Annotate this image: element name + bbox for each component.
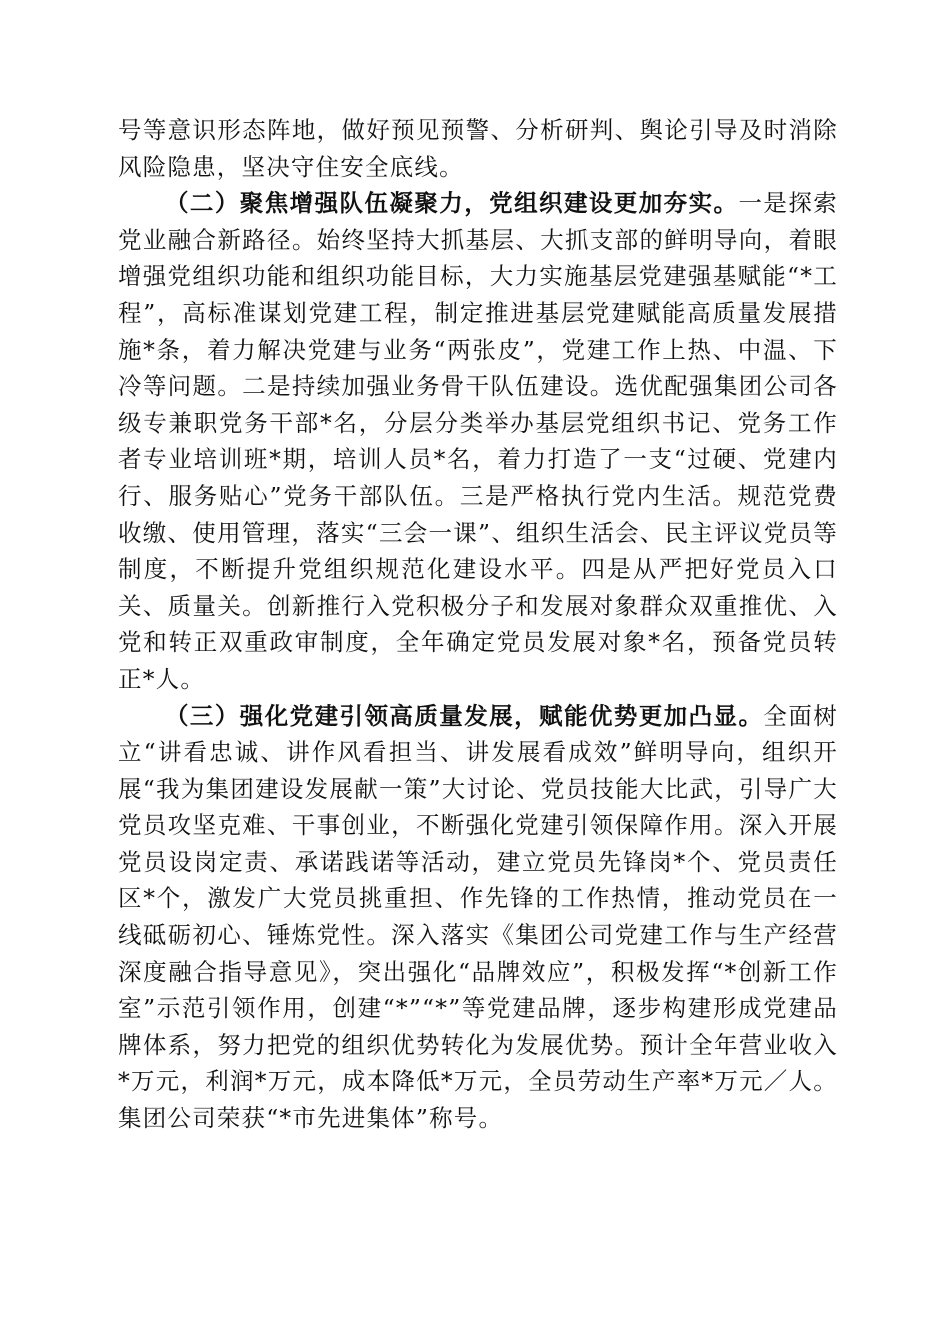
document-page	[118, 112, 838, 1137]
paragraph-section-two	[118, 185, 838, 697]
section-heading-two: （二）聚焦增强队伍凝聚力，党组织建设更加夯实。	[165, 189, 739, 218]
paragraph-continuation	[118, 112, 838, 185]
paragraph-text: 号等意识形态阵地，做好预见预警、分析研判、舆论引导及时消除风险隐患，坚决守住安全底线。	[118, 116, 838, 181]
section-heading-three: （三）强化党建引领高质量发展，赋能优势更加凸显。	[165, 701, 764, 730]
paragraph-text: 一是探索党业融合新路径。始终坚持大抓基层、大抓支部的鲜明导向，着眼增强党组织功能和组织功能目标，大力实施基层党建强基赋能“*工程”，高标准谋划党建工程，制定推进基层党建赋能高质量发展措施*条，着力解决党建与业务“两张皮”，党建工作上热、中温、下冷等问题。二是持续加强业务骨干队伍建设。选优配强集团公司各级专兼职党务干部*名，分层分类举办基层党组织书记、党务工作者专业培训班*期，培训人员*名，着力打造了一支“过硬、党建内行、服务贴心”党务干部队伍。三是严格执行党内生活。规范党费收缴、使用管理，落实“三会一课”、组织生活会、民主评议党员等制度，不断提升党组织规范化建设水平。四是从严把好党员入口关、质量关。创新推行入党积极分子和发展对象群众双重推优、入党和转正双重政审制度，全年确定党员发展对象*名，预备党员转正*人。	[118, 189, 838, 693]
paragraph-text: 全面树立“讲看忠诚、讲作风看担当、讲发展看成效”鲜明导向，组织开展“我为集团建设发展献一策”大讨论、党员技能大比武，引导广大党员攻坚克难、干事创业，不断强化党建引领保障作用。深入开展党员设岗定责、承诺践诺等活动，建立党员先锋岗*个、党员责任区*个，激发广大党员挑重担、作先锋的工作热情，推动党员在一线砥砺初心、锤炼党性。深入落实《集团公司党建工作与生产经营深度融合指导意见》，突出强化“品牌效应”，积极发挥“*创新工作室”示范引领作用，创建“*”“*”等党建品牌，逐步构建形成党建品牌体系，努力把党的组织优势转化为发展优势。预计全年营业收入*万元，利润*万元，成本降低*万元，全员劳动生产率*万元／人。集团公司荣获“*市先进集体”称号。	[118, 701, 838, 1133]
paragraph-section-three	[118, 698, 838, 1137]
